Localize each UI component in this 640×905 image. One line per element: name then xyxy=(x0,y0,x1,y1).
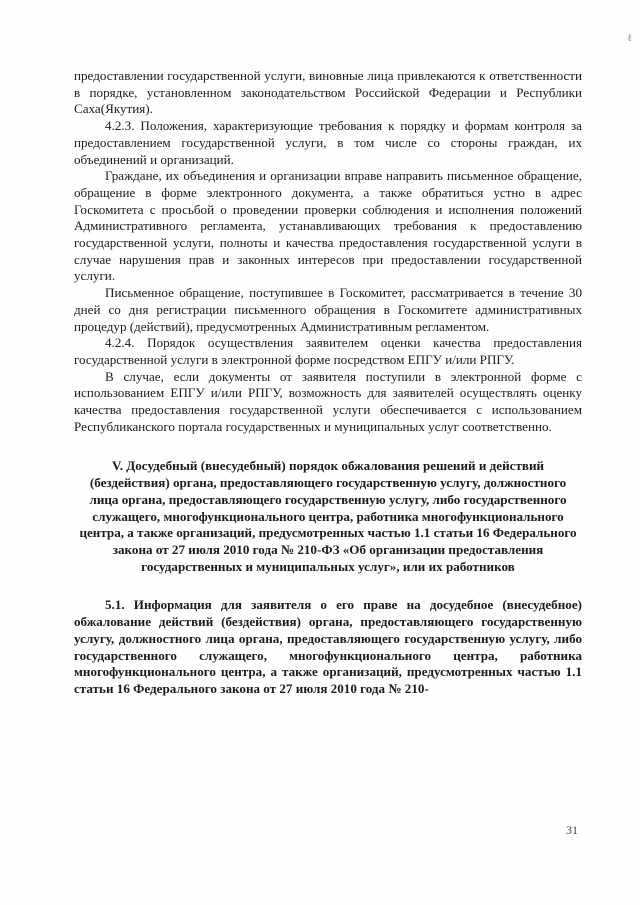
document-page xyxy=(74,68,582,698)
paragraph-4-2-4: 4.2.4. Порядок осуществления заявителем оценки качества предоставления государственной услуги в электронной форме посредством ЕПГУ и/или РПГУ. xyxy=(74,335,582,367)
paragraph-4-2-3: 4.2.3. Положения, характеризующие требования к порядку и формам контроля за предоставлением государственной услуги, в том числе со стороны граждан, их объединений и организаций. xyxy=(74,118,582,167)
paragraph-electronic-form: В случае, если документы от заявителя поступили в электронной форме с использованием ЕПГУ и/или РПГУ, возможность для заявителей осуществлять оценку качества предоставления государственной услуги обеспечивается с использованием Республиканского портала государственных и муниципальных услуг соответственно. xyxy=(74,368,582,434)
section-heading: V. Досудебный (внесудебный) порядок обжалования решений и действий (бездействия) органа, предоставляющего государственную услугу, должностного лица органа, предоставляющего государственную услугу, либо государственного служащего, многофункционального центра, работника многофункционального центра, а также организаций, предусмотренных частью 1.1 статьи 16 Федерального закона от 27 июля 2010 года № 210-ФЗ «Об организации предоставления государственных и муниципальных услуг», или их работников xyxy=(79,458,577,574)
page-number: 31 xyxy=(566,823,578,837)
paragraph-5-1: 5.1. Информация для заявителя о его праве на досудебное (внесудебное) обжалование действий (бездействия) органа, предоставляющего государственную услугу, должностного лица органа, предоставляющего государственную услугу, либо государственного служащего, многофункционального центра, работника многофункционального центра, а также организаций, предусмотренных частью 1.1 статьи 16 Федерального закона от 27 июля 2010 года № 210- xyxy=(74,597,582,696)
paragraph-written-appeal: Письменное обращение, поступившее в Госкомитет, рассматривается в течение 30 дней со дня регистрации письменного обращения в Госкомитете административных процедур (действий), предусмотренных Административным регламентом. xyxy=(74,285,582,334)
paragraph-1: предоставлении государственной услуги, виновные лица привлекаются к ответственности в порядке, установленном законодательством Российской Федерации и Республики Саха(Якутия). xyxy=(74,68,582,117)
corner-mark: ℓ xyxy=(627,33,632,44)
paragraph-citizens-appeal: Граждане, их объединения и организации вправе направить письменное обращение, обращение в форме электронного документа, а также обратиться устно в адрес Госкомитета с просьбой о проведении проверки соблюдения и исполнения положений Административного регламента, устанавливающих требования к предоставлению государственной услуги, полноты и качества предоставления государственной услуги в случае нарушения прав и законных интересов при предоставлении государственной услуги. xyxy=(74,168,582,284)
